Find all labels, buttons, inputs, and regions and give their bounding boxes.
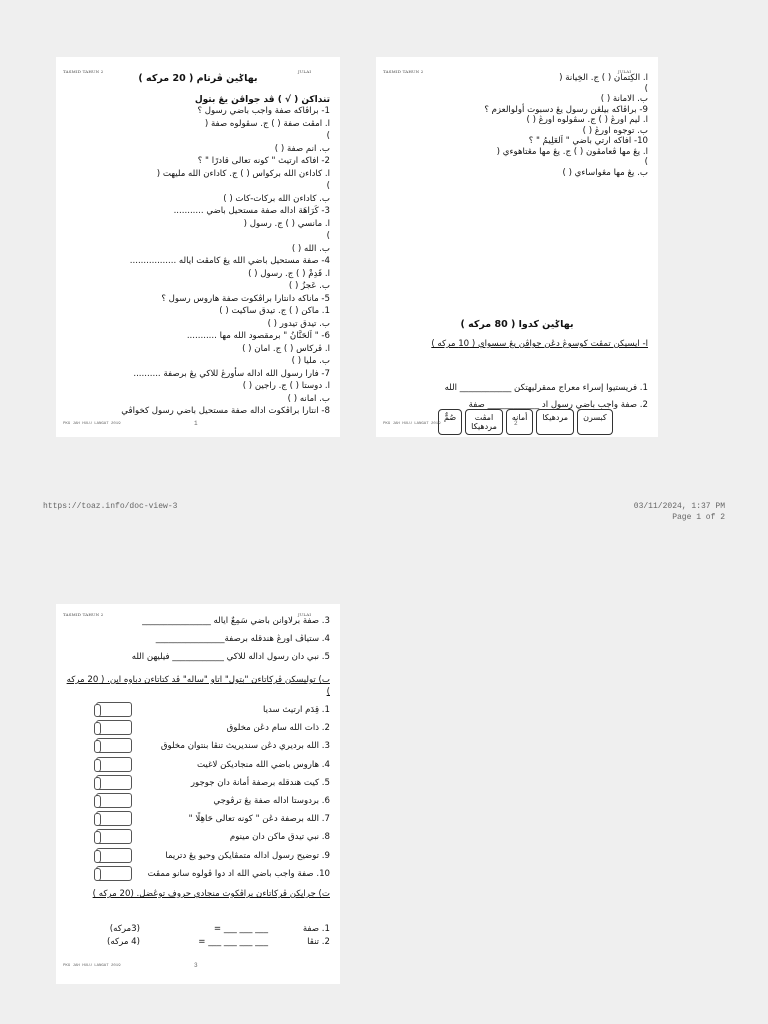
- answer-box[interactable]: [96, 848, 132, 863]
- question-line: ا. يڠ مها ڤعامڤون ( ) ج. يڠ مها مڠتاهوءي (: [496, 146, 648, 157]
- spelling-blanks: ___ ___ ___ =: [213, 924, 268, 934]
- worksheet-page-2: [376, 57, 658, 437]
- print-url[interactable]: https://toaz.info/doc-view-3: [43, 502, 178, 511]
- answer-box[interactable]: [96, 720, 132, 735]
- worksheet-page-1: [56, 57, 340, 437]
- question-line: ب. انم صفة ( ): [274, 143, 330, 154]
- true-false-item: 10. صفة واجب باضي الله اد دوا ڤولوه سانو ممڤت: [147, 868, 330, 879]
- question-line: ا. ڤرکاس ( ) ج. امان ( ): [242, 343, 330, 354]
- page-header-mid: JULAI: [618, 69, 632, 74]
- true-false-item: 1. قِدَم ارتيث سديا: [262, 705, 330, 715]
- question-line: ): [326, 231, 330, 241]
- section-title: بهاݢين کدوا ( 80 مركه ): [460, 319, 574, 330]
- question-line: ب. الله ( ): [291, 243, 330, 254]
- footer-left: PKG JAH HULU LANGAT 2019: [383, 422, 441, 426]
- question-line: 9- براڤاکه بيلڠن رسول يڠ دسبوت أولوالعزم ؟: [484, 104, 648, 115]
- true-false-item: 9. توضيح رسول اداله متمڤايکن وحيو يڠ دتريما: [165, 850, 330, 861]
- question-line: ب. توجوه اورڠ ( ): [582, 125, 648, 136]
- answer-box[interactable]: [96, 757, 132, 772]
- answer-box[interactable]: [96, 829, 132, 844]
- question-line: 6- " اَلحَنَّانُ " برمقصود الله مها ...........: [186, 331, 330, 341]
- spelling-marks: (3مركه): [109, 924, 140, 934]
- question-line: ): [326, 181, 330, 191]
- true-false-item: 3. الله برديري دڠن سنديريث تنڤا بنتوان مخلوق: [160, 741, 330, 752]
- footer-left: PKG JAH HULU LANGAT 2019: [63, 964, 121, 968]
- question-line: ا. کاداءن الله برکواس ( ) ج. کاداءن الله مليهت (: [156, 168, 330, 179]
- spelling-marks: (4 مركه): [107, 937, 140, 947]
- question-line: ب. کاداءن الله برکات-کات ( ): [223, 193, 330, 204]
- question-line: ا. مانسي ( ) ج. رسول (: [243, 218, 330, 229]
- question-line: ب. امانه ( ): [287, 393, 330, 404]
- section-title: بهاݢين ڤرتام ( 20 مركه ): [138, 73, 258, 84]
- print-page-count: Page 1 of 2: [672, 513, 725, 522]
- question-line: ب. تيدق تيدور ( ): [267, 318, 330, 329]
- section-c-instruction: ت) جرايکن ڤرکاتاءن براڤکوت منجادي حروف توڠضل. (20 مركه ): [92, 889, 330, 899]
- true-false-item: 7. الله برصفة دڠن " كونه تعالى حَاهِلًا ": [188, 814, 330, 825]
- question-line: ا. الکِتمان ( ) ج. الخِيانة (: [559, 73, 648, 83]
- question-line: 1- براڤاکه صفة واجب باضي رسول ؟: [197, 106, 330, 116]
- question-line: ا. قَدِمْ ( ) ج. رسول ( ): [248, 268, 330, 279]
- answer-box[interactable]: [96, 738, 132, 753]
- question-line: ): [644, 157, 648, 167]
- page-header-mid: JULAI: [298, 69, 312, 74]
- spelling-blanks: ___ ___ ___ ___ =: [198, 937, 268, 947]
- question-line: ب. مليا ( ): [291, 356, 330, 366]
- question-line: ا. دوستا ( ) ج. راجين ( ): [242, 381, 330, 391]
- question-line: 4- صفة مستحيل باضي الله يڠ کامڤت اياله .................: [129, 256, 330, 266]
- answer-box[interactable]: [96, 702, 132, 717]
- word-bank-box: أمانه: [506, 409, 533, 435]
- spelling-word: 1. صفة: [302, 924, 330, 934]
- print-datetime: 03/11/2024, 1:37 PM: [633, 502, 725, 511]
- question-line: 8- انتارا براڤکوت اداله صفة مستحيل باضي رسول کخواڤي: [121, 406, 330, 416]
- word-bank: [438, 409, 613, 435]
- answer-box[interactable]: [96, 866, 132, 881]
- question-line: ا. امڤت صفة ( ) ج. سڤولوه صفة (: [204, 118, 330, 129]
- page-header-left: TASMID TAHUN 2: [63, 612, 104, 617]
- section-b-instruction: ب) توليسکن ڤرکاتاءن "بتول" اتاو "ساله" ڤد کتاتاءن دباوه اين. ( 20 مركه ): [66, 675, 330, 697]
- answer-box[interactable]: [96, 775, 132, 790]
- fill-question-1: 1. فريستيوا إسراء معراج ممقرليهتکن ____________ الله: [444, 383, 648, 393]
- question-line: ا. ليم اورڠ ( ) ج. سڤولوه اورڠ ( ): [526, 115, 648, 125]
- question-line: 5- ماناکه دانتارا براڤکوت صفة هاروس رسول ؟: [161, 293, 330, 304]
- footer-page-number: 3: [194, 962, 198, 969]
- question-line: 3- کَرَاهَة اداله صفة مستحيل باضي ...........: [173, 206, 330, 216]
- word-bank-box: مردهيکا: [536, 409, 574, 435]
- true-false-item: 4. هاروس باضي الله منجاديکن لاغيت: [196, 759, 330, 770]
- question-line: ): [326, 131, 330, 141]
- fill-blank-line: 3. صفة برلاوانن باضي سَمِعٌ اياله ________________: [142, 616, 330, 626]
- question-line: ب. يڠ مها مڠواساءي ( ): [562, 167, 648, 178]
- answer-box[interactable]: [96, 811, 132, 826]
- fill-blank-line: 5. نبي دان رسول اداله للاکي ____________ فيليهن الله: [131, 652, 330, 662]
- true-false-item: 2. ذات الله سام دڠن مخلوق: [226, 723, 330, 734]
- instruction: تنداکن ( √ ) ڤد جواڤن يڠ بتول: [194, 95, 330, 105]
- footer-left: PKG JAH HULU LANGAT 2019: [63, 422, 121, 426]
- fill-blank-line: 4. ستياڤ اورڠ هندقله برصفة________________: [155, 634, 330, 644]
- page-header-mid: JULAI: [298, 612, 312, 617]
- word-bank-box: امڤت مردهيکا: [465, 409, 503, 435]
- question-line: ب. عَجزُ ( ): [288, 281, 330, 291]
- true-false-item: 5. کيت هندقله برصفة أمانة دان جوجور: [190, 777, 330, 788]
- question-line: ب. الامانة ( ): [600, 94, 648, 104]
- footer-page-number: 2: [514, 420, 518, 427]
- true-false-item: 8. نبي تيدق ماکن دان مينوم: [229, 832, 330, 843]
- answer-box[interactable]: [96, 793, 132, 808]
- fill-question-2: 2. صفة واجب باضي رسول اد ____________ صفة: [468, 400, 648, 410]
- question-line: 7- فارا رسول الله اداله سأورڠ للاکي يڠ برصفة ..........: [133, 368, 330, 379]
- question-line: 1. ماکن ( ) ج. تيدق ساکيت ( ): [219, 306, 330, 316]
- question-line: 2- افاکه ارتيث " كونه تعالى قادرًا " ؟: [197, 156, 330, 166]
- true-false-item: 6. بردوستا اداله صفة يڠ ترڤوجي: [213, 796, 330, 806]
- page-header-left: TASMID TAHUN 2: [383, 69, 424, 74]
- section-instruction: ا- ايسيکن تمڤت کوسوڠ دڠن جواڤن يڠ سسواي ( 10 مركه ): [431, 339, 648, 349]
- worksheet-page-3: [56, 604, 340, 984]
- word-bank-box: کبسرن: [577, 409, 613, 435]
- word-bank-box: صُمٌّ: [438, 409, 462, 435]
- question-line: 10- افاکه ارتي باضي " اَلعَلِيمُ " ؟: [528, 136, 648, 146]
- footer-page-number: 1: [194, 420, 198, 427]
- page-header-left: TASMID TAHUN 2: [63, 69, 104, 74]
- spelling-word: 2. تنڤا: [307, 937, 330, 947]
- question-line: ): [644, 83, 648, 94]
